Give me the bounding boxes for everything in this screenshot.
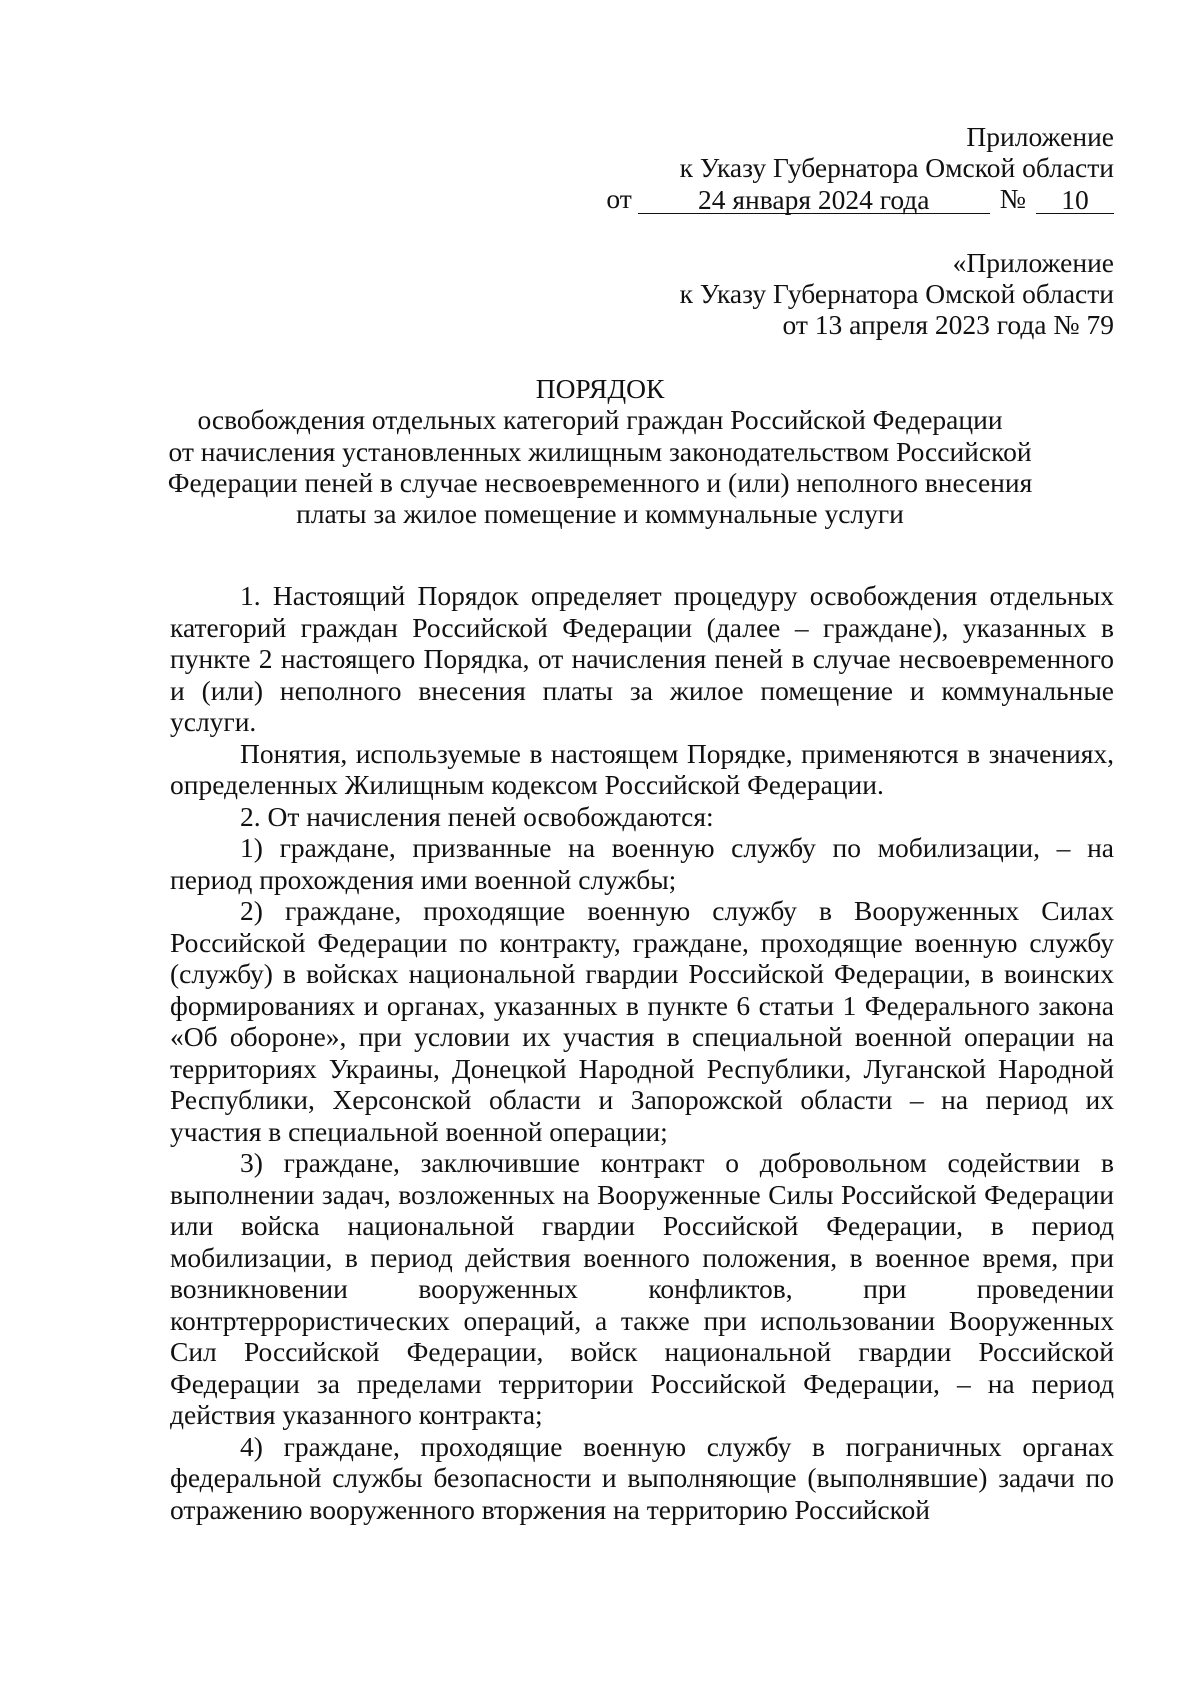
body-paragraph: 2) граждане, проходящие военную службу в Вооруженных Силах Российской Федерации по контракту, граждане, проходящие военную службу (службу) в войсках национальной гвардии Российской Федерации, в воинских формированиях и органах, указанных в пункте 6 статьи 1 Федерального закона «Об обороне», при условии их участия в специальной военной операции на территориях Украины, Донецкой Народной Республики, Луганской Народной Республики, Херсонской области и Запорожской области – на период их участия в специальной военной операции; [170,895,1114,1147]
body-paragraph: Понятия, используемые в настоящем Порядке, применяются в значениях, определенных Жилищным кодексом Российской Федерации. [170,737,1114,800]
body-paragraph: 3) граждане, заключившие контракт о добровольном содействии в выполнении задач, возложенных на Вооруженные Силы Российской Федерации или войска национальной гвардии Российской Федерации, в период мобилизации, в период действия военного положения, в военное время, при возникновении вооруженных конфликтов, при проведении контртеррористических операций, а также при использовании Вооруженных Сил Российской Федерации, войск национальной гвардии Российской Федерации за пределами территории Российской Федерации, – на период действия указанного контракта; [170,1147,1114,1430]
number-label: № [999,182,1026,214]
original-appendix-title: «Приложение [952,247,1114,278]
decree-number-field: 10 [1036,188,1114,214]
decree-date-field: 24 января 2024 года [638,188,990,214]
body-paragraph: 2. От начисления пеней освобождаются: [240,800,714,832]
subtitle-line: освобождения отдельных категорий граждан Российской Федерации [197,404,1003,436]
original-decree-line: к Указу Губернатора Омской области [679,278,1114,309]
document-title [0,373,1200,529]
body-paragraph: 1. Настоящий Порядок определяет процедуру освобождения отдельных категорий граждан Российской Федерации (далее – граждане), указанных в пункте 2 настоящего Порядка, от начисления пеней в случае несвоевременного и (или) неполного внесения платы за жилое помещение и коммунальные услуги. [170,580,1114,737]
from-label: от [606,182,632,214]
subtitle-line: Федерации пеней в случае несвоевременного и (или) неполного внесения [167,466,1033,498]
document-heading: ПОРЯДОК [535,373,665,404]
body-paragraph: 1) граждане, призванные на военную службу по мобилизации, – на период прохождения ими военной службы; [170,832,1114,895]
appendix-date-line [606,183,1114,214]
appendix-header [606,121,1114,214]
appendix-decree-line: к Указу Губернатора Омской области [679,152,1114,183]
subtitle-line: платы за жилое помещение и коммунальные услуги [296,498,904,530]
original-decree-date: от 13 апреля 2023 года № 79 [782,309,1114,340]
body-paragraph: 4) граждане, проходящие военную службу в пограничных органах федеральной службы безопасности и выполняющие (выполнявшие) задачи по отражению вооруженного вторжения на территорию Российской [170,1430,1114,1525]
appendix-title: Приложение [966,121,1114,152]
original-appendix-header [680,247,1114,340]
subtitle-line: от начисления установленных жилищным законодательством Российской [168,435,1032,467]
document-body [170,580,1114,1525]
